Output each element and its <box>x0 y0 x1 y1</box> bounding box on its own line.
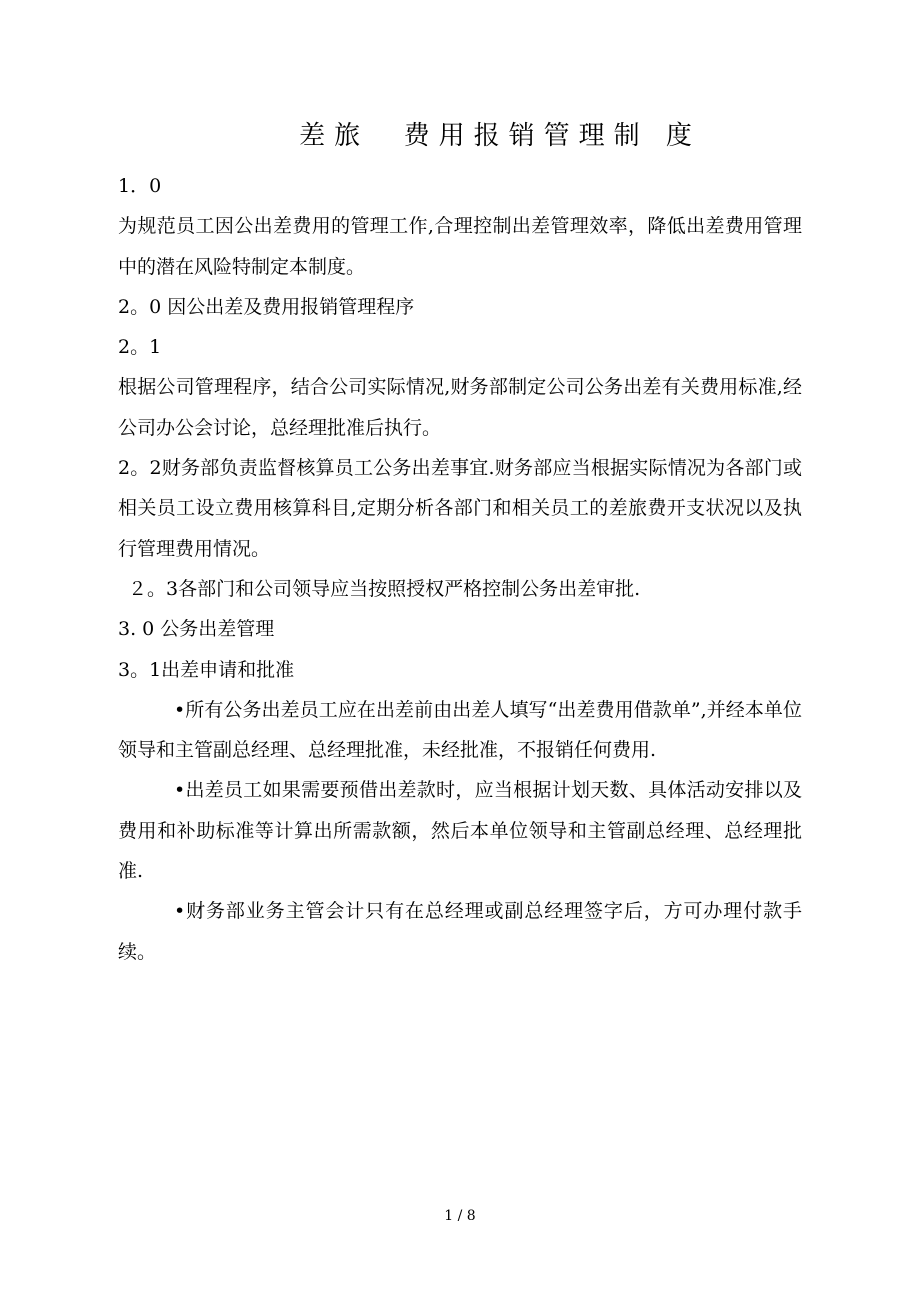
paragraph-2-3: ２。3各部门和公司领导应当按照授权严格控制公务出差审批. <box>128 577 641 600</box>
page-number: 1 / 8 <box>444 1208 476 1224</box>
section-heading-2-0: 2。0 因公出差及费用报销管理程序 <box>118 295 415 318</box>
document-body <box>118 166 802 972</box>
bullet-item-3: •财务部业务主管会计只有在总经理或副总经理签字后，方可办理付款手续。 <box>118 900 802 963</box>
bullet-item-1: •所有公务出差员工应在出差前由出差人填写“出差费用借款单”,并经本单位领导和主管副总经理、总经理批准，未经批准，不报销任何费用. <box>118 698 802 762</box>
bullet-item-2: •出差员工如果需要预借出差款时，应当根据计划天数、具体活动安排以及费用和补助标准等计算出所需款额，然后本单位领导和主管副总经理、总经理批准. <box>118 779 802 883</box>
paragraph-2-1: 根据公司管理程序，结合公司实际情况,财务部制定公司公务出差有关费用标准,经公司办公会讨论，总经理批准后执行。 <box>118 376 802 439</box>
paragraph-2-2: 2。2财务部负责监督核算员工公务出差事宜.财务部应当根据实际情况为各部门或相关员工设立费用核算科目,定期分析各部门和相关员工的差旅费开支状况以及执行管理费用情况。 <box>118 457 802 560</box>
section-heading-3-0: 3. 0 公务出差管理 <box>118 618 275 641</box>
section-number-1-0: 1．0 <box>118 175 162 197</box>
purpose-paragraph: 为规范员工因公出差费用的管理工作,合理控制出差管理效率，降低出差费用管理中的潜在风险特制定本制度。 <box>118 215 802 278</box>
section-heading-3-1: 3。1出差申请和批准 <box>118 658 295 681</box>
section-number-2-1: 2。1 <box>118 336 162 359</box>
document-title: 差旅 费用报销管理制 度 <box>299 121 701 151</box>
